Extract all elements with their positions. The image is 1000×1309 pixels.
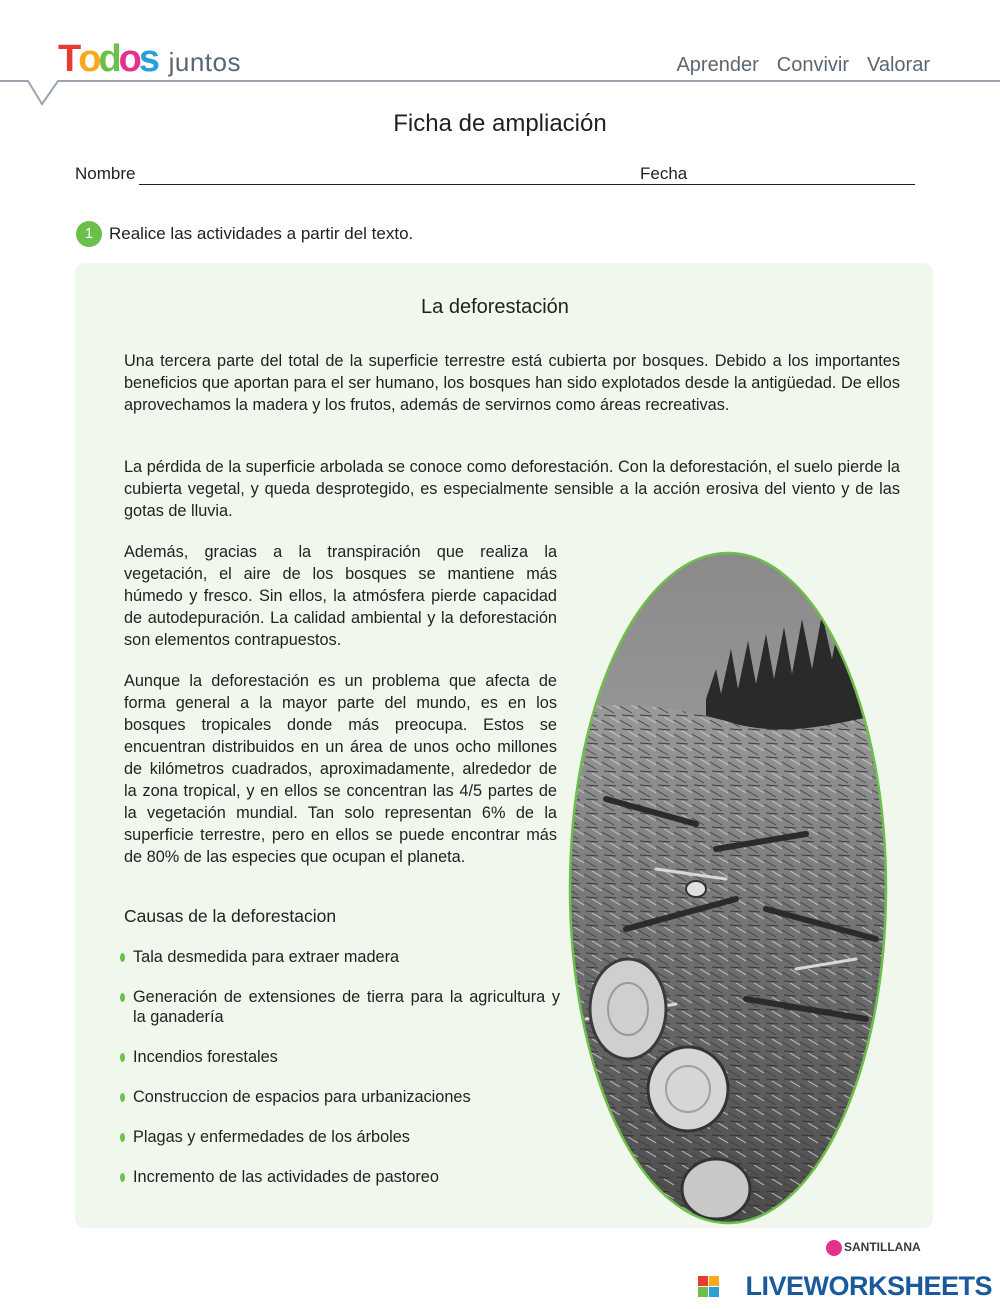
reading-paragraph: Aunque la deforestación es un problema que afecta de forma general a la mayor parte del mundo, es en los bosques tropicales donde más preocupa. Estos se encuentran distribuidos en un área de unos ocho millones de kilómetros cuadrados, aproximadamente, alrededor de la zona tropical, y en ellos se concentran las 4/5 partes de la vegetación mundial. Tan solo representan 6% de la superficie terrestre, pero en ellos se puede encontrar más de 80% de las especies que ocupan el planeta. — [124, 672, 557, 866]
cause-text: Generación de extensiones de tierra para la agricultura y la ganadería — [133, 988, 560, 1026]
cause-text: Tala desmedida para extraer madera — [133, 948, 400, 966]
nav-item-aprender[interactable]: Aprender — [676, 54, 759, 76]
cause-item — [118, 1127, 560, 1147]
santillana-logo — [826, 1240, 921, 1256]
reading-paragraph: La pérdida de la superficie arbolada se conoce como deforestación. Con la deforestación, el suelo pierde la cubierta vegetal, y queda desprotegido, es especialmente sensible a la acción erosiva del viento y de las gotas de lluvia. — [124, 458, 900, 520]
bullet-icon — [120, 1173, 125, 1182]
cause-item — [118, 1047, 560, 1067]
cause-item — [118, 947, 560, 967]
bullet-icon — [120, 993, 125, 1002]
nav-item-convivir[interactable]: Convivir — [776, 54, 849, 76]
activity-instruction: Realice las actividades a partir del texto. — [109, 224, 414, 243]
santillana-name: SANTILLANA — [844, 1240, 921, 1255]
cause-text: Incendios forestales — [133, 1048, 278, 1066]
activity-number-badge: 1 — [76, 221, 102, 247]
cause-item — [118, 1167, 560, 1187]
date-field[interactable] — [695, 184, 915, 185]
logo-secondary: juntos — [168, 47, 241, 77]
page-title: Ficha de ampliación — [393, 110, 607, 137]
bullet-icon — [120, 1093, 125, 1102]
cause-text: Plagas y enfermedades de los árboles — [133, 1128, 410, 1146]
cause-item — [118, 987, 560, 1027]
causes-title: Causas de la deforestacion — [124, 906, 337, 926]
name-field[interactable] — [139, 184, 715, 185]
cause-text: Construccion de espacios para urbanizaciones — [133, 1088, 471, 1106]
liveworksheets-watermark: LIVEWORKSHEETS — [745, 1271, 992, 1301]
bullet-icon — [120, 1133, 125, 1142]
cause-text: Incremento de las actividades de pastoreo — [133, 1168, 439, 1186]
todos-juntos-logo — [58, 38, 241, 80]
bullet-icon — [120, 1053, 125, 1062]
bullet-icon — [120, 953, 125, 962]
date-label: Fecha — [640, 164, 688, 183]
causes-list — [118, 947, 560, 1207]
logo-main: Todos — [58, 38, 158, 80]
reading-paragraph: Además, gracias a la transpiración que realiza la vegetación, el aire de los bosques se mantiene más húmedo y fresco. Sin ellos, la atmósfera pierde capacidad de autodepuración. La calidad ambiental y la deforestación son elementos contrapuestos. — [124, 543, 557, 649]
name-label: Nombre — [75, 164, 136, 183]
reading-title: La deforestación — [421, 296, 569, 318]
liveworksheets-icon — [698, 1276, 719, 1297]
nav-item-valorar[interactable]: Valorar — [867, 54, 930, 76]
deforestation-photo — [566, 549, 890, 1227]
cause-item — [118, 1087, 560, 1107]
name-date-row — [75, 164, 915, 188]
santillana-icon — [826, 1240, 842, 1256]
header-nav — [676, 54, 930, 77]
reading-paragraph: Una tercera parte del total de la superficie terrestre está cubierta por bosques. Debido a los importantes beneficios que aportan para el ser humano, los bosques han sido explotados desde la antigüedad. De ellos aprovechamos la madera y los frutos, además de servirnos como áreas recreativas. — [124, 352, 900, 414]
